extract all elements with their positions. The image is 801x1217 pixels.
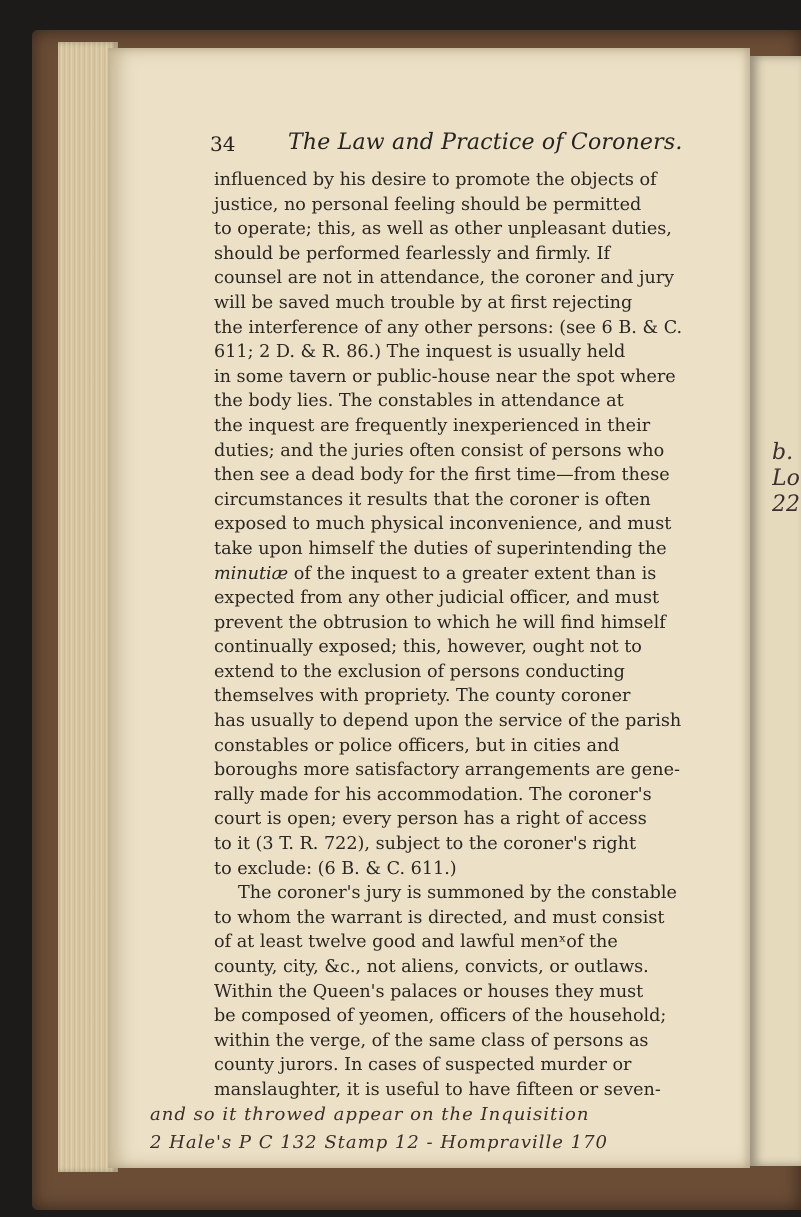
text-line: the interference of any other persons: (see 6 B. & C. [214,317,683,338]
text-line: take upon himself the duties of superintending the [214,538,667,559]
text-line: in some tavern or public-house near the spot where [214,366,676,387]
text-line: the inquest are frequently inexperienced in their [214,415,651,436]
text-line: to operate; this, as well as other unpleasant duties, [214,219,672,240]
text-line: to exclude: (6 B. & C. 611.) [214,858,457,879]
text-line: boroughs more satisfactory arrangements are gene- [214,760,680,781]
text-line: expected from any other judicial officer, and must [214,588,660,609]
page-header [210,130,710,162]
italic-term: minutiæ [214,563,289,584]
text-line: manslaughter, it is useful to have fifteen or seven- [214,1079,661,1100]
text-line: 611; 2 D. & R. 86.) The inquest is usually held [214,342,626,363]
facing-page-edge [750,56,801,1166]
text-line: exposed to much physical inconvenience, and must [214,514,672,535]
text-line: The coroner's jury is summoned by the constable [238,883,677,904]
margin-handwriting: b. [772,440,794,465]
text-line: circumstances it results that the coroner is often [214,489,651,510]
text-line: county jurors. In cases of suspected murder or [214,1055,632,1076]
text-line: continually exposed; this, however, ought not to [214,637,642,658]
text-line: has usually to depend upon the service of the parish [214,711,682,732]
running-title: The Law and Practice of Coroners. [288,130,683,155]
text-line: court is open; every person has a right of access [214,809,647,830]
text-line: minutiæ of the inquest to a greater extent than is [214,563,657,584]
margin-handwriting: Lo [772,466,800,491]
text-line: themselves with propriety. The county coroner [214,686,631,707]
text-line: the body lies. The constables in attendance at [214,391,624,412]
text-line: within the verge, of the same class of persons as [214,1030,649,1051]
text-line: county, city, &c., not aliens, convicts, or outlaws. [214,957,649,977]
text-line: justice, no personal feeling should be permitted [214,194,642,215]
text-line: prevent the obtrusion to which he will find himself [214,612,666,633]
text-line: duties; and the juries often consist of persons who [214,440,665,461]
handwritten-note-line: and so it throwed appear on the Inquisition [150,1104,590,1125]
text-line: Within the Queen's palaces or houses they must [214,981,644,1002]
text-line: constables or police officers, but in cities and [214,735,620,756]
text-line: will be saved much trouble by at first rejecting [214,292,633,313]
text-line: should be performed fearlessly and firmly. If [214,243,611,264]
handwritten-note-line: 2 Hale's P C 132 Stamp 12 - Hompraville 170 [150,1132,608,1153]
margin-handwriting: 22 [772,492,800,517]
text-line: counsel are not in attendance, the coroner and jury [214,268,675,289]
text-line: extend to the exclusion of persons conducting [214,661,625,682]
body-text [214,168,684,1103]
page-number: 34 [210,132,236,156]
text-line: to it (3 T. R. 722), subject to the coroner's right [214,834,637,855]
text-line: influenced by his desire to promote the objects of [214,170,657,190]
text-line: to whom the warrant is directed, and must consist [214,907,665,928]
text-line: rally made for his accommodation. The coroner's [214,784,652,805]
text-line: of at least twelve good and lawful menˣof the [214,932,618,953]
text-line: then see a dead body for the first time—from these [214,465,670,486]
text-line: be composed of yeomen, officers of the household; [214,1006,667,1027]
